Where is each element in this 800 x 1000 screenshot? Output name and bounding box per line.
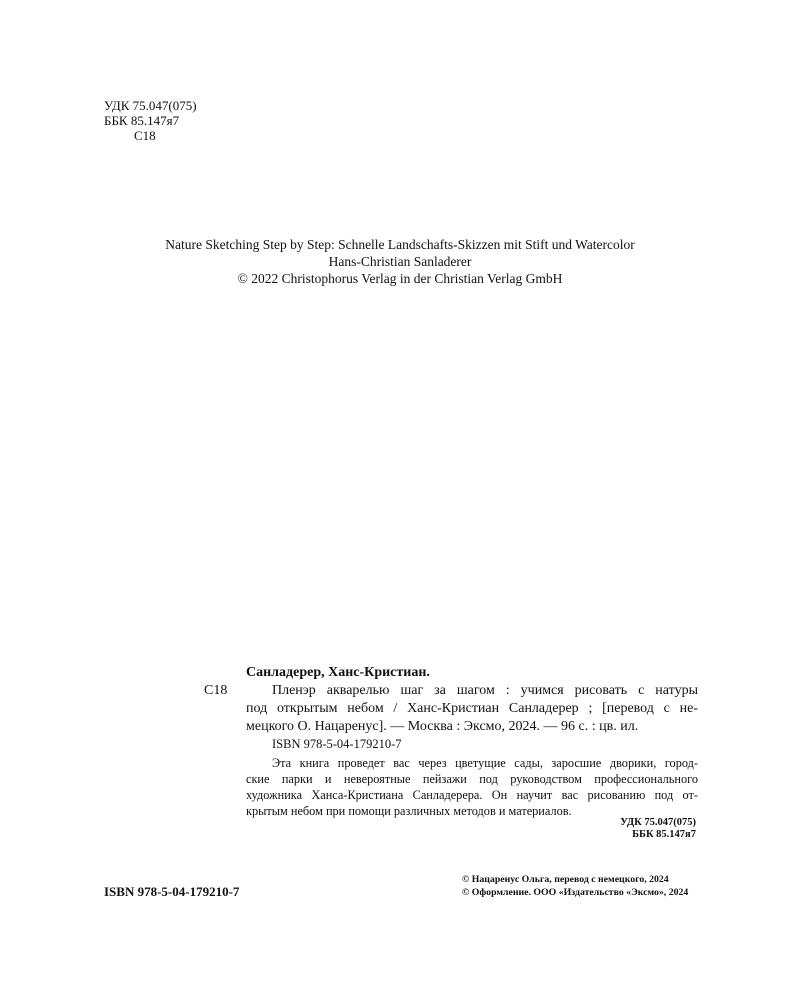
original-author: Hans-Christian Sanladerer: [328, 254, 472, 269]
classification-block: [104, 98, 197, 143]
copyright-translation: © Нацаренус Ольга, перевод с немецкого, 2024: [462, 874, 669, 885]
annotation-codes: [560, 817, 696, 841]
annotation-line: художника Ханса-Кристиана Санладерера. Он научит вас рисованию под от-: [246, 788, 698, 802]
catalog-isbn: ISBN 978-5-04-179210-7: [272, 737, 402, 751]
original-title: Nature Sketching Step by Step: Schnelle Landschafts-Skizzen mit Stift und Watercolor: [165, 237, 635, 252]
annotation-line: Эта книга проведет вас через цветущие сады, заросшие дворики, город-: [272, 756, 698, 770]
catalog-description-line: под открытым небом / Ханс-Кристиан Санладерер ; [перевод с не-: [246, 701, 698, 716]
annotation-line: крытым небом при помощи различных методов и материалов.: [246, 804, 572, 818]
bbk-code: ББК 85.147я7: [104, 113, 180, 128]
author-mark: С18: [134, 128, 156, 143]
annotation-line: ские парки и невероятные пейзажи под руководством профессионального: [246, 772, 698, 786]
copyright-block: [462, 873, 688, 899]
original-edition-block: [0, 236, 800, 287]
annotation-udk: УДК 75.047(075): [620, 817, 696, 828]
original-copyright: © 2022 Christophorus Verlag in der Christian Verlag GmbH: [237, 271, 563, 286]
annotation: [246, 755, 698, 819]
udk-code: УДК 75.047(075): [104, 98, 197, 113]
catalog-description-line: мецкого О. Нацаренус]. — Москва : Эксмо, 2024. — 96 с. : цв. ил.: [246, 719, 639, 734]
catalog-description: [246, 682, 698, 736]
copyright-design: © Оформление. ООО «Издательство «Эксмо», 2024: [462, 887, 689, 898]
footer-isbn: ISBN 978-5-04-179210-7: [104, 884, 240, 899]
annotation-bbk: ББК 85.147я7: [632, 829, 696, 840]
catalog-description-line: Пленэр акварелью шаг за шагом : учимся рисовать с натуры: [272, 683, 698, 698]
catalog-author-mark: С18: [204, 683, 228, 698]
catalog-author-heading: Санладерер, Ханс-Кристиан.: [246, 665, 430, 680]
